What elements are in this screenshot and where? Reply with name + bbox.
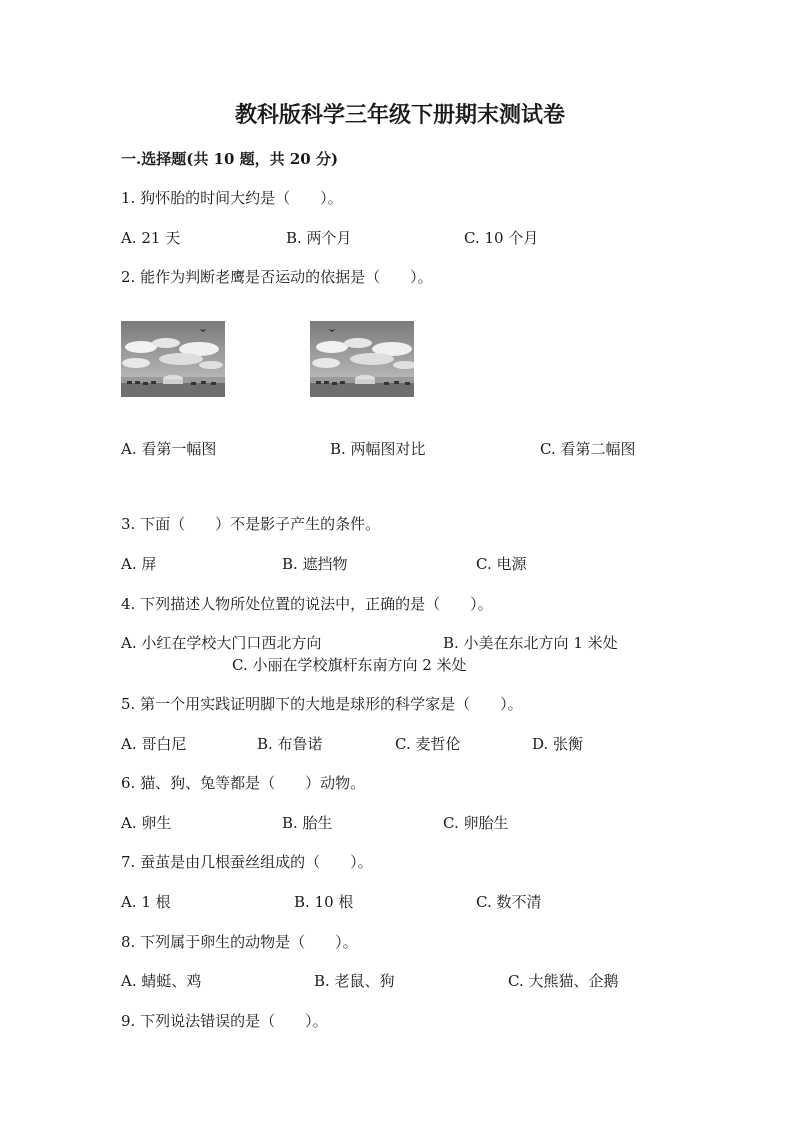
q5-option-a: A. 哥白尼 xyxy=(121,735,187,753)
q5-option-b: B. 布鲁诺 xyxy=(257,735,323,753)
question-1: 1. 狗怀胎的时间大约是（ ）。 xyxy=(121,189,343,207)
eagle-photo-2 xyxy=(310,321,414,397)
q4-option-b: B. 小美在东北方向 1 米处 xyxy=(443,634,618,652)
exam-title: 教科版科学三年级下册期末测试卷 xyxy=(234,102,565,128)
q3-option-b: B. 遮挡物 xyxy=(282,555,348,573)
q1-option-b: B. 两个月 xyxy=(286,229,352,247)
q5-option-d: D. 张衡 xyxy=(532,735,584,753)
q8-option-b: B. 老鼠、狗 xyxy=(314,972,395,990)
q1-option-c: C. 10 个月 xyxy=(464,229,539,247)
q6-option-c: C. 卵胎生 xyxy=(443,814,509,832)
q2-option-a: A. 看第一幅图 xyxy=(121,440,217,458)
q6-option-b: B. 胎生 xyxy=(282,814,333,832)
question-5: 5. 第一个用实践证明脚下的大地是球形的科学家是（ ）。 xyxy=(121,695,523,713)
q2-option-b: B. 两幅图对比 xyxy=(330,440,426,458)
question-8: 8. 下列属于卵生的动物是（ ）。 xyxy=(121,933,358,951)
q3-option-a: A. 屏 xyxy=(121,555,157,573)
q2-option-c: C. 看第二幅图 xyxy=(540,440,636,458)
q6-option-a: A. 卵生 xyxy=(121,814,172,832)
q7-option-a: A. 1 根 xyxy=(121,893,171,911)
question-9: 9. 下列说法错误的是（ ）。 xyxy=(121,1012,328,1030)
eagle-photo-1 xyxy=(121,321,225,397)
question-6: 6. 猫、狗、兔等都是（ ）动物。 xyxy=(121,774,366,792)
q8-option-a: A. 蜻蜓、鸡 xyxy=(121,972,202,990)
question-7: 7. 蚕茧是由几根蚕丝组成的（ ）。 xyxy=(121,853,373,871)
question-3: 3. 下面（ ）不是影子产生的条件。 xyxy=(121,515,381,533)
q7-option-c: C. 数不清 xyxy=(476,893,542,911)
q5-option-c: C. 麦哲伦 xyxy=(395,735,461,753)
question-2: 2. 能作为判断老鹰是否运动的依据是（ ）。 xyxy=(121,268,433,286)
q7-option-b: B. 10 根 xyxy=(294,893,354,911)
q4-option-c: C. 小丽在学校旗杆东南方向 2 米处 xyxy=(232,656,467,674)
question-4: 4. 下列描述人物所处位置的说法中，正确的是（ ）。 xyxy=(121,595,493,613)
q3-option-c: C. 电源 xyxy=(476,555,527,573)
q4-option-a: A. 小红在学校大门口西北方向 xyxy=(121,634,322,652)
section-heading: 一.选择题(共 10 题，共 20 分) xyxy=(121,150,339,168)
q8-option-c: C. 大熊猫、企鹅 xyxy=(508,972,619,990)
q1-option-a: A. 21 天 xyxy=(121,229,181,247)
